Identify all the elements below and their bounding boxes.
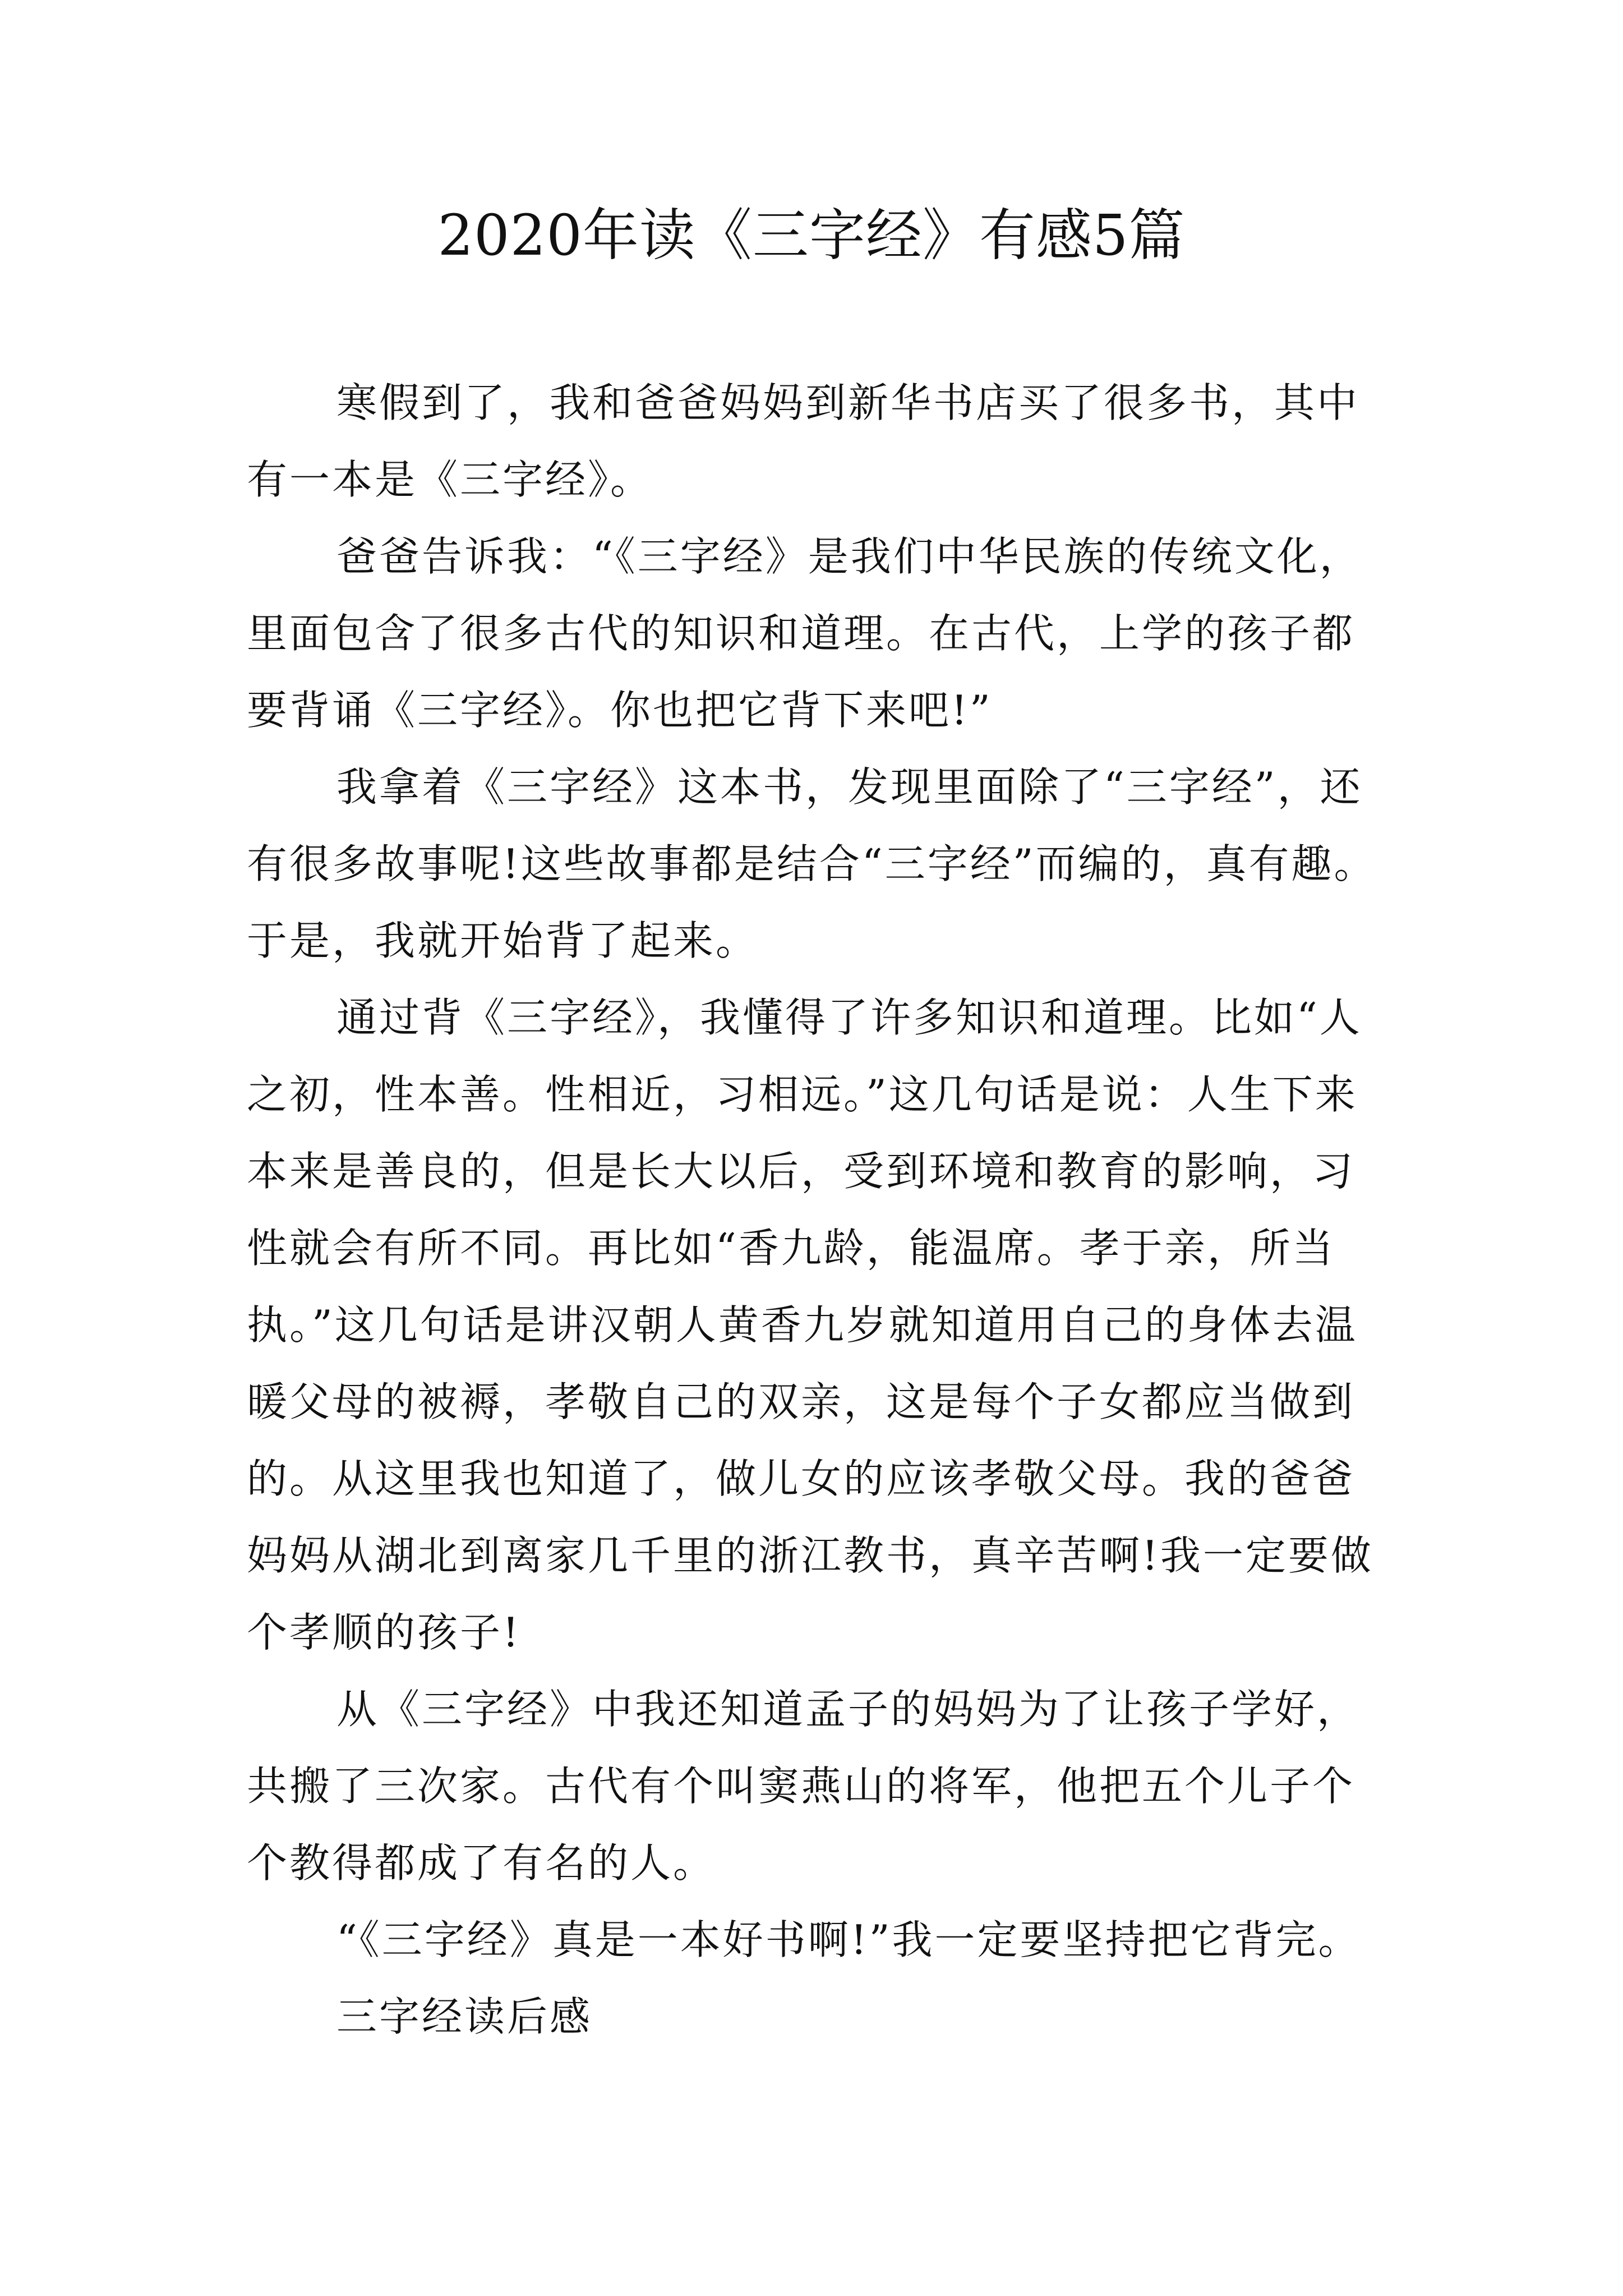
paragraph: 爸爸告诉我：“《三字经》是我们中华民族的传统文化，里面包含了很多古代的知识和道理。在古代，上学的孩子都要背诵《三字经》。你也把它背下来吧!” [247, 533, 1362, 734]
paragraph: 从《三字经》中我还知道孟子的妈妈为了让孩子学好，共搬了三次家。古代有个叫窦燕山的将军，他把五个儿子个个教得都成了有名的人。 [247, 1686, 1360, 1887]
section-heading: 三字经读后感 [336, 1993, 593, 2040]
paragraph: 通过背《三字经》，我懂得了许多知识和道理。比如“人之初，性本善。性相近，习相远。”这几句话是说：人生下来本来是善良的，但是长大以后，受到环境和教育的影响，习性就会有所不同。再比如“香九龄，能温席。孝于亲，所当执。”这几句话是讲汉朝人黄香九岁就知道用自己的身体去温暖父母的被褥，孝敬自己的双亲，这是每个子女都应当做到的。从这里我也知道了，做儿女的应该孝敬父母。我的爸爸妈妈从湖北到离家几千里的浙江教书，真辛苦啊!我一定要做个孝顺的孩子! [247, 994, 1373, 1656]
paragraph: “《三字经》真是一本好书啊!”我一定要坚持把它背完。 [336, 1916, 1361, 1963]
document-body [247, 365, 1391, 2055]
paragraph: 寒假到了，我和爸爸妈妈到新华书店买了很多书，其中有一本是《三字经》。 [247, 379, 1360, 503]
document-title: 2020年读《三字经》有感5篇 [437, 203, 1186, 268]
paragraph: 我拿着《三字经》这本书，发现里面除了“三字经”，还有很多故事呢!这些故事都是结合“三字经”而编的，真有趣。于是，我就开始背了起来。 [247, 763, 1377, 964]
